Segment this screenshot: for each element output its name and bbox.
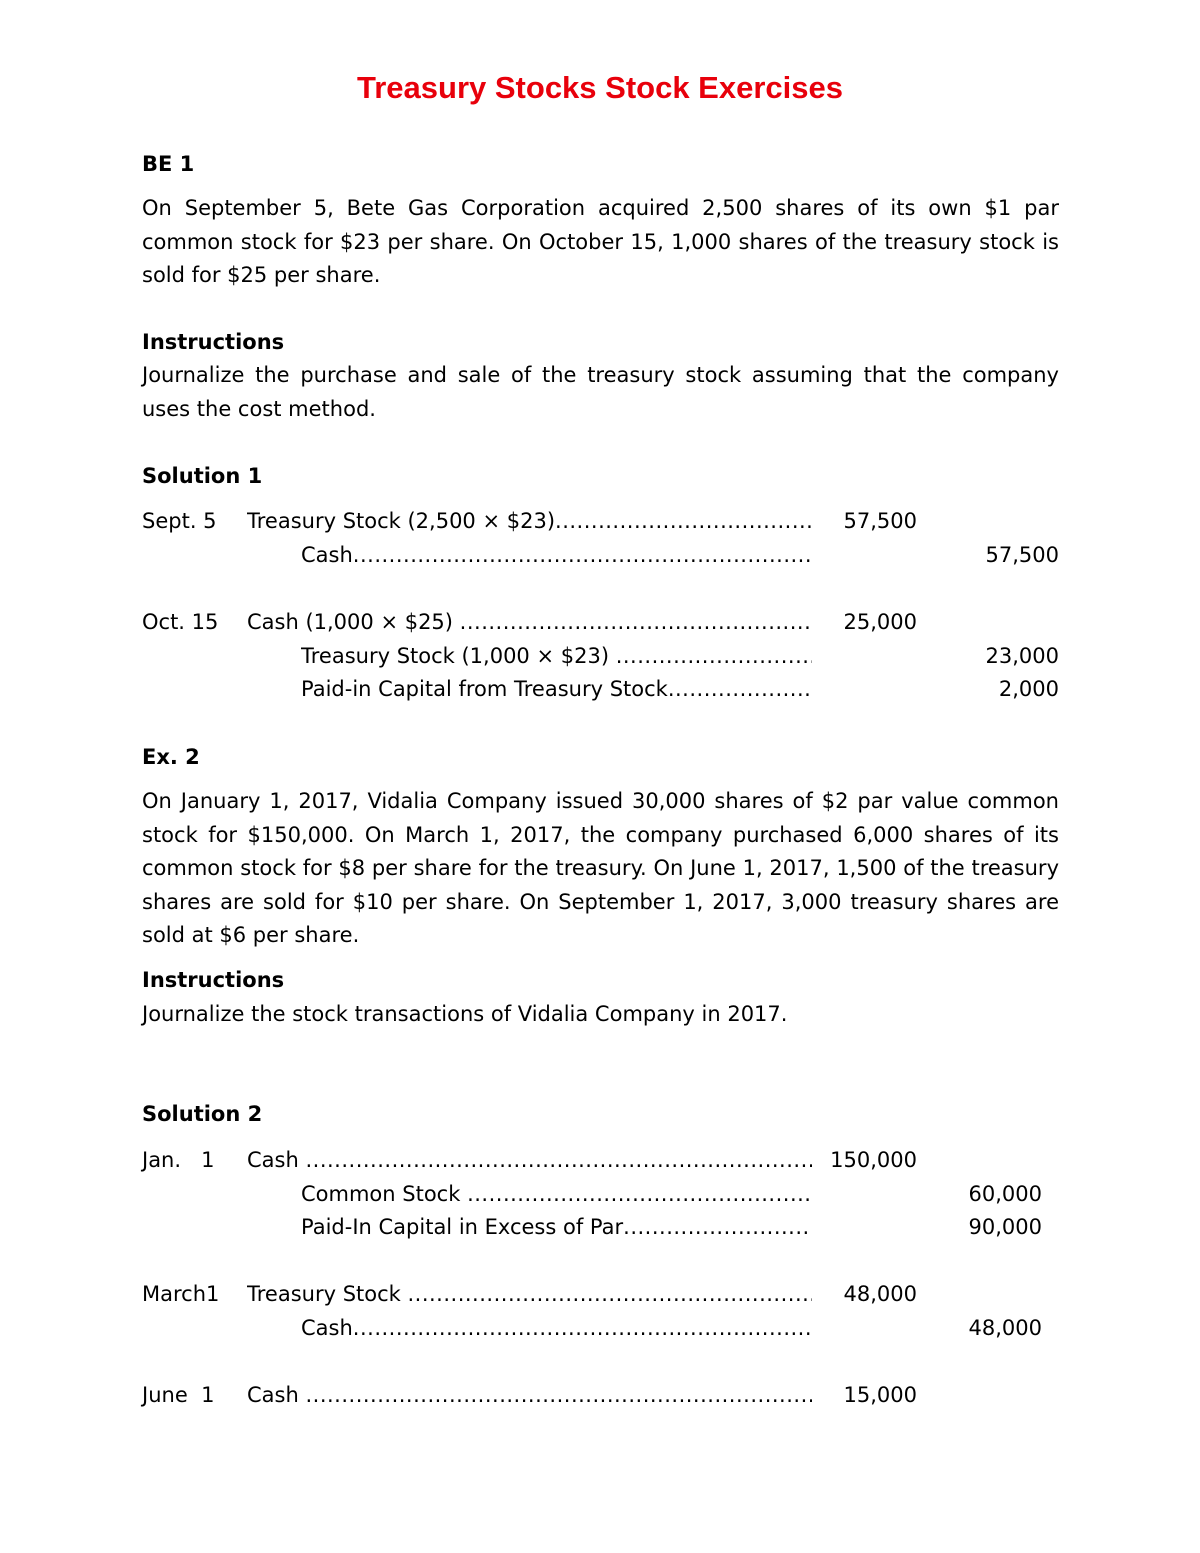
entry-date: Jan. 1: [142, 1148, 215, 1172]
journal-entry-row: [0, 1215, 1200, 1249]
solution2-heading: Solution 2: [142, 1102, 263, 1126]
journal-entry-row: [0, 1316, 1200, 1350]
entry-account: Cash .....: [247, 1383, 812, 1411]
journal-entry-row: [0, 677, 1200, 711]
entry-account: Common Stock .....: [301, 1182, 812, 1210]
page-title: Treasury Stocks Stock Exercises: [357, 70, 843, 105]
be1-instructions-text: Journalize the purchase and sale of the treasury stock assuming that the company uses the cost method.: [142, 363, 1059, 421]
entry-debit: 15,000: [843, 1383, 917, 1407]
entry-account: Cash .....: [247, 1148, 812, 1176]
journal-entry-row: [0, 509, 1200, 543]
journal-entry-row: [0, 610, 1200, 644]
entry-credit: 2,000: [998, 677, 1059, 701]
entry-date: March1: [142, 1282, 220, 1306]
be1-problem-text: On September 5, Bete Gas Corporation acquired 2,500 shares of its own $1 par common stock for $23 per share. On October 15, 1,000 shares of the treasury stock is sold for $25 per share.: [142, 196, 1059, 287]
entry-account: Cash (1,000 × $25) .....: [247, 610, 812, 638]
entry-account: Treasury Stock (1,000 × $23) .....: [301, 644, 812, 672]
journal-entry-row: [0, 1383, 1200, 1417]
ex2-instructions-text: Journalize the stock transactions of Vidalia Company in 2017.: [142, 1002, 788, 1026]
entry-account: Paid-in Capital from Treasury Stock .....: [301, 677, 812, 705]
entry-debit: 150,000: [830, 1148, 917, 1172]
journal-entry-row: [0, 543, 1200, 577]
journal-entry-row: [0, 1282, 1200, 1316]
be1-heading: BE 1: [142, 152, 195, 176]
entry-credit: 23,000: [985, 644, 1059, 668]
journal-entry-row: [0, 1182, 1200, 1216]
ex2-heading: Ex. 2: [142, 745, 200, 769]
entry-account: Cash .....: [301, 1316, 812, 1344]
entry-account: Treasury Stock .....: [247, 1282, 812, 1310]
entry-date: June 1: [142, 1383, 215, 1407]
entry-credit: 90,000: [968, 1215, 1042, 1239]
entry-credit: 57,500: [985, 543, 1059, 567]
be1-instructions-heading: Instructions: [142, 330, 285, 354]
entry-credit: 48,000: [968, 1316, 1042, 1340]
solution1-heading: Solution 1: [142, 464, 263, 488]
entry-debit: 25,000: [843, 610, 917, 634]
entry-account: Treasury Stock (2,500 × $23) .....: [247, 509, 812, 537]
entry-account: Cash .....: [301, 543, 812, 571]
ex2-instructions-heading: Instructions: [142, 968, 285, 992]
journal-entry-row: [0, 644, 1200, 678]
entry-account: Paid-In Capital in Excess of Par .....: [301, 1215, 812, 1243]
entry-debit: 57,500: [843, 509, 917, 533]
entry-date: Sept. 5: [142, 509, 217, 533]
ex2-problem-text: On January 1, 2017, Vidalia Company issued 30,000 shares of $2 par value common stock for $150,000. On March 1, 2017, the company purchased 6,000 shares of its common stock for $8 per share for the treasury. On June 1, 2017, 1,500 of the treasury shares are sold for $10 per share. On September 1, 2017, 3,000 treasury shares are sold at $6 per share.: [142, 789, 1059, 947]
entry-credit: 60,000: [968, 1182, 1042, 1206]
entry-date: Oct. 15: [142, 610, 219, 634]
journal-entry-row: [0, 1148, 1200, 1182]
entry-debit: 48,000: [843, 1282, 917, 1306]
